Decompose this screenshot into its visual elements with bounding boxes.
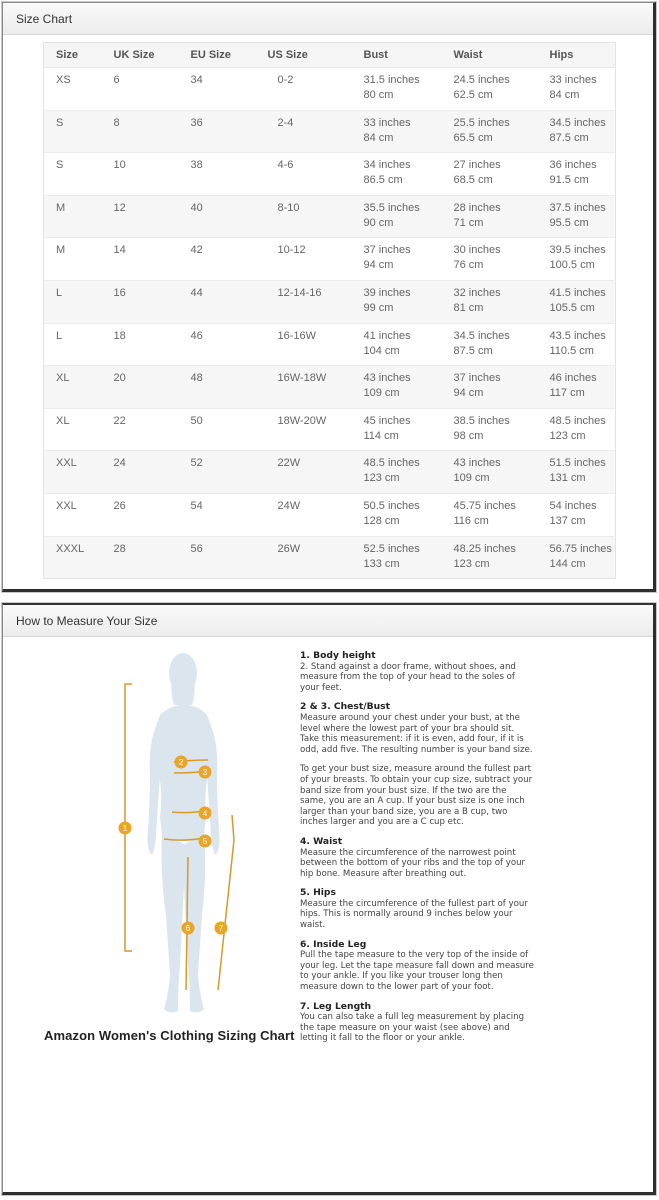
marker-leg-length-icon [215, 922, 228, 935]
bust-cell [352, 451, 442, 494]
waist-cell [442, 280, 538, 323]
instruction-title: 4. Waist [300, 835, 343, 847]
bust-inches: 45 inches [363, 414, 411, 427]
hips-inches: 43.5 inches [549, 329, 606, 342]
hips-cell [538, 408, 616, 451]
table-row [44, 153, 616, 196]
waist-cm: 87.5 cm [453, 344, 493, 357]
bust-cm: 84 cm [363, 131, 394, 144]
hips-cell [538, 323, 616, 366]
us-size-cell: 8-10 [256, 195, 352, 238]
hips-inches: 54 inches [549, 499, 597, 512]
marker-number: 5 [202, 837, 208, 846]
uk-size-cell: 6 [102, 68, 179, 111]
marker-hips-icon [199, 835, 212, 848]
marker-number: 3 [202, 768, 208, 777]
uk-size-cell: 12 [102, 195, 179, 238]
hips-inches: 36 inches [549, 159, 597, 172]
eu-size-cell: 40 [179, 195, 256, 238]
table-row [44, 195, 616, 238]
instruction-block [300, 1002, 535, 1044]
instruction-text: Measure the circumference of the fullest part of your hips. This is normally around 9 inches below your waist. [300, 898, 528, 931]
table-row [44, 536, 616, 579]
hips-inches: 56.75 inches [549, 542, 612, 555]
waist-cm: 109 cm [453, 472, 490, 485]
size-cell: M [44, 238, 102, 281]
waist-inches: 45.75 inches [453, 499, 516, 512]
height-line [122, 684, 132, 951]
uk-size-cell: 14 [102, 238, 179, 281]
size-cell: L [44, 323, 102, 366]
waist-inches: 27 inches [453, 159, 501, 172]
bust-cm: 86.5 cm [363, 174, 403, 187]
instruction-block [300, 651, 535, 693]
hips-cm: 105.5 cm [549, 301, 595, 314]
column-header-eu-size: EU Size [179, 43, 256, 68]
hips-cell [538, 493, 616, 536]
bust-cell [352, 408, 442, 451]
hips-cell [538, 280, 616, 323]
size-chart-title: Size Chart [3, 3, 653, 35]
instruction-block [300, 888, 535, 930]
waist-cm: 65.5 cm [453, 131, 493, 144]
hips-cm: 84 cm [549, 89, 580, 101]
hips-cm: 110.5 cm [549, 344, 594, 357]
waist-cm: 76 cm [453, 259, 484, 272]
bust-cm: 104 cm [363, 344, 400, 357]
table-row [44, 493, 616, 536]
eu-size-cell: 36 [179, 110, 256, 153]
waist-cm: 71 cm [453, 216, 484, 229]
hips-inches: 46 inches [549, 372, 597, 385]
uk-size-cell: 20 [102, 366, 179, 409]
waist-cell [442, 323, 538, 366]
silhouette-body [148, 653, 220, 1013]
instruction-block [300, 702, 535, 755]
waist-cell [442, 408, 538, 451]
column-header-uk-size: UK Size [102, 43, 179, 68]
hips-cm: 87.5 cm [549, 131, 589, 144]
table-row [44, 110, 616, 153]
instruction-text: You can also take a full leg measurement by placing the tape measure on your waist (see above) and letting it fall to the floor or your ankle. [300, 1012, 525, 1044]
waist-cell [442, 493, 538, 536]
instruction-title: 2 & 3. Chest/Bust [300, 701, 391, 713]
hips-cm: 91.5 cm [549, 174, 589, 187]
column-header-size: Size [44, 43, 102, 68]
sizing-chart-caption: Amazon Women's Clothing Sizing Chart [44, 1028, 295, 1043]
eu-size-cell: 50 [179, 408, 256, 451]
table-row [44, 280, 616, 323]
column-header-waist: Waist [442, 43, 538, 68]
eu-size-cell: 42 [179, 238, 256, 281]
size-cell: S [44, 110, 102, 153]
waist-inches: 25.5 inches [453, 116, 510, 129]
bust-cell [352, 493, 442, 536]
bust-cm: 90 cm [363, 216, 394, 229]
marker-inside-leg-icon [182, 922, 195, 935]
table-row [44, 366, 616, 409]
marker-bust-icon [199, 766, 212, 779]
waist-inches: 28 inches [453, 201, 501, 214]
us-size-cell: 10-12 [256, 238, 352, 281]
column-header-us-size: US Size [256, 43, 352, 68]
female-silhouette-illustration [108, 645, 268, 1045]
hips-inches: 37.5 inches [549, 201, 606, 214]
hips-inches: 51.5 inches [549, 457, 606, 470]
instruction-text: Measure around your chest under your bust, at the level where the lowest part of your bra should sit. Take this measurement: if it is even, add four, if it is odd, add five. The resulting number is your band size. [300, 712, 533, 755]
instruction-block [300, 940, 535, 993]
table-row [44, 408, 616, 451]
size-chart-panel [2, 2, 656, 592]
uk-size-cell: 24 [102, 451, 179, 494]
hips-cell [538, 68, 616, 111]
bust-cell [352, 195, 442, 238]
bust-cell [352, 536, 442, 579]
bust-inches: 37 inches [363, 244, 411, 257]
hips-cell [538, 153, 616, 196]
bust-inches: 41 inches [363, 329, 411, 342]
bust-cm: 128 cm [363, 514, 400, 527]
bust-cell [352, 366, 442, 409]
instruction-text: Measure the circumference of the narrowest point between the bottom of your ribs and the top of your hip bone. Measure after breathing out. [300, 847, 526, 879]
us-size-cell: 16-16W [256, 323, 352, 366]
us-size-cell: 2-4 [256, 110, 352, 153]
hips-cell [538, 110, 616, 153]
bust-cm: 109 cm [363, 387, 400, 400]
us-size-cell: 4-6 [256, 153, 352, 196]
waist-inches: 38.5 inches [453, 414, 510, 427]
bust-cell [352, 280, 442, 323]
bust-cell [352, 238, 442, 281]
size-cell: XXL [44, 451, 102, 494]
eu-size-cell: 44 [179, 280, 256, 323]
waist-cell [442, 195, 538, 238]
waist-cell [442, 451, 538, 494]
body-measurement-figure [108, 645, 268, 1045]
marker-number: 6 [185, 924, 191, 933]
bust-cm: 114 cm [363, 429, 399, 442]
bust-inches: 52.5 inches [363, 542, 420, 555]
instruction-title: 7. Leg Length [300, 1000, 372, 1012]
waist-inches: 24.5 inches [453, 74, 510, 86]
how-to-measure-title: How to Measure Your Size [3, 605, 653, 637]
waist-inches: 43 inches [453, 457, 501, 470]
column-header-hips: Hips [538, 43, 616, 68]
waist-cm: 68.5 cm [453, 174, 493, 187]
hips-cell [538, 366, 616, 409]
hips-cm: 95.5 cm [549, 216, 589, 229]
waist-cm: 98 cm [453, 429, 484, 442]
waist-cell [442, 110, 538, 153]
instruction-text: To get your bust size, measure around the fullest part of your breasts. To obtain your cup size, subtract your band size from your bust size. If the two are the same, you are an A cup. If your bust size is one inch larger than your band size, you are a B cup, two inches larger and you are a C cup etc. [300, 764, 533, 828]
how-to-measure-panel [2, 603, 656, 1195]
waist-cell [442, 153, 538, 196]
bust-cell [352, 323, 442, 366]
waist-cm: 62.5 cm [453, 89, 493, 101]
instruction-block [300, 837, 535, 879]
bust-cm: 133 cm [363, 557, 400, 570]
us-size-cell: 22W [256, 451, 352, 494]
marker-number: 2 [178, 758, 184, 767]
hips-cm: 100.5 cm [549, 259, 595, 272]
instruction-block [300, 764, 535, 828]
instruction-title: 1. Body height [300, 650, 376, 661]
marker-number: 4 [202, 809, 208, 818]
hips-cell [538, 451, 616, 494]
instruction-title: 6. Inside Leg [300, 938, 367, 950]
marker-chest-icon [175, 756, 188, 769]
waist-inches: 37 inches [453, 372, 501, 385]
bust-cm: 94 cm [363, 259, 394, 272]
hips-inches: 34.5 inches [549, 116, 606, 129]
eu-size-cell: 46 [179, 323, 256, 366]
waist-inches: 30 inches [453, 244, 501, 257]
size-cell: S [44, 153, 102, 196]
uk-size-cell: 10 [102, 153, 179, 196]
uk-size-cell: 26 [102, 493, 179, 536]
size-table [43, 42, 616, 579]
waist-cell [442, 238, 538, 281]
bust-inches: 31.5 inches [363, 74, 420, 86]
instruction-text: Pull the tape measure to the very top of the inside of your leg. Let the tape measure fall down and measure to your ankle. If you like your trouser long then measure down to the lower part of your foot. [300, 950, 534, 993]
measurement-instructions [300, 651, 535, 1053]
us-size-cell: 24W [256, 493, 352, 536]
instruction-text: 2. Stand against a door frame, without shoes, and measure from the top of your head to the soles of your feet. [300, 661, 516, 693]
size-cell: M [44, 195, 102, 238]
bust-cm: 80 cm [363, 89, 394, 101]
size-cell: XS [44, 68, 102, 111]
us-size-cell: 18W-20W [256, 408, 352, 451]
us-size-cell: 26W [256, 536, 352, 579]
eu-size-cell: 54 [179, 493, 256, 536]
hips-inches: 48.5 inches [549, 414, 606, 427]
bust-cm: 123 cm [363, 472, 400, 485]
bust-cell [352, 110, 442, 153]
size-cell: XXXL [44, 536, 102, 579]
leg-length-line [218, 815, 234, 990]
uk-size-cell: 16 [102, 280, 179, 323]
waist-cell [442, 366, 538, 409]
bust-inches: 34 inches [363, 159, 411, 172]
table-header-row [44, 43, 616, 68]
waist-cm: 116 cm [453, 514, 489, 527]
instruction-title: 5. Hips [300, 887, 336, 899]
waist-cm: 81 cm [453, 301, 484, 314]
column-header-bust: Bust [352, 43, 442, 68]
marker-number: 1 [122, 824, 128, 833]
bust-inches: 43 inches [363, 372, 411, 385]
eu-size-cell: 56 [179, 536, 256, 579]
hips-cell [538, 238, 616, 281]
bust-cell [352, 153, 442, 196]
bust-inches: 48.5 inches [363, 457, 420, 470]
waist-inches: 34.5 inches [453, 329, 510, 342]
hips-cm: 137 cm [549, 514, 586, 527]
waist-cm: 94 cm [453, 387, 484, 400]
hips-cell [538, 536, 616, 579]
bust-cell [352, 68, 442, 111]
waist-inches: 48.25 inches [453, 542, 516, 555]
table-row [44, 323, 616, 366]
waist-inches: 32 inches [453, 286, 501, 299]
size-cell: XL [44, 366, 102, 409]
eu-size-cell: 38 [179, 153, 256, 196]
table-row [44, 451, 616, 494]
hips-cell [538, 195, 616, 238]
bust-cm: 99 cm [363, 301, 394, 314]
size-cell: XL [44, 408, 102, 451]
waist-cell [442, 68, 538, 111]
table-row [44, 68, 616, 111]
us-size-cell: 12-14-16 [256, 280, 352, 323]
us-size-cell: 0-2 [256, 68, 352, 111]
uk-size-cell: 22 [102, 408, 179, 451]
marker-body-height-icon [119, 822, 132, 835]
waist-cell [442, 536, 538, 579]
marker-number: 7 [218, 924, 224, 933]
us-size-cell: 16W-18W [256, 366, 352, 409]
hips-inches: 33 inches [549, 74, 597, 86]
hips-cm: 123 cm [549, 429, 586, 442]
uk-size-cell: 28 [102, 536, 179, 579]
waist-cm: 123 cm [453, 557, 490, 570]
hips-cm: 117 cm [549, 387, 585, 400]
eu-size-cell: 52 [179, 451, 256, 494]
bust-inches: 33 inches [363, 116, 411, 129]
size-cell: XXL [44, 493, 102, 536]
marker-waist-icon [199, 807, 212, 820]
bust-inches: 35.5 inches [363, 201, 420, 214]
hips-cm: 144 cm [549, 557, 586, 570]
bust-inches: 50.5 inches [363, 499, 420, 512]
bust-inches: 39 inches [363, 286, 411, 299]
hips-cm: 131 cm [549, 472, 586, 485]
size-cell: L [44, 280, 102, 323]
eu-size-cell: 34 [179, 68, 256, 111]
table-row [44, 238, 616, 281]
uk-size-cell: 18 [102, 323, 179, 366]
hips-inches: 39.5 inches [549, 244, 606, 257]
eu-size-cell: 48 [179, 366, 256, 409]
uk-size-cell: 8 [102, 110, 179, 153]
hips-inches: 41.5 inches [549, 286, 606, 299]
